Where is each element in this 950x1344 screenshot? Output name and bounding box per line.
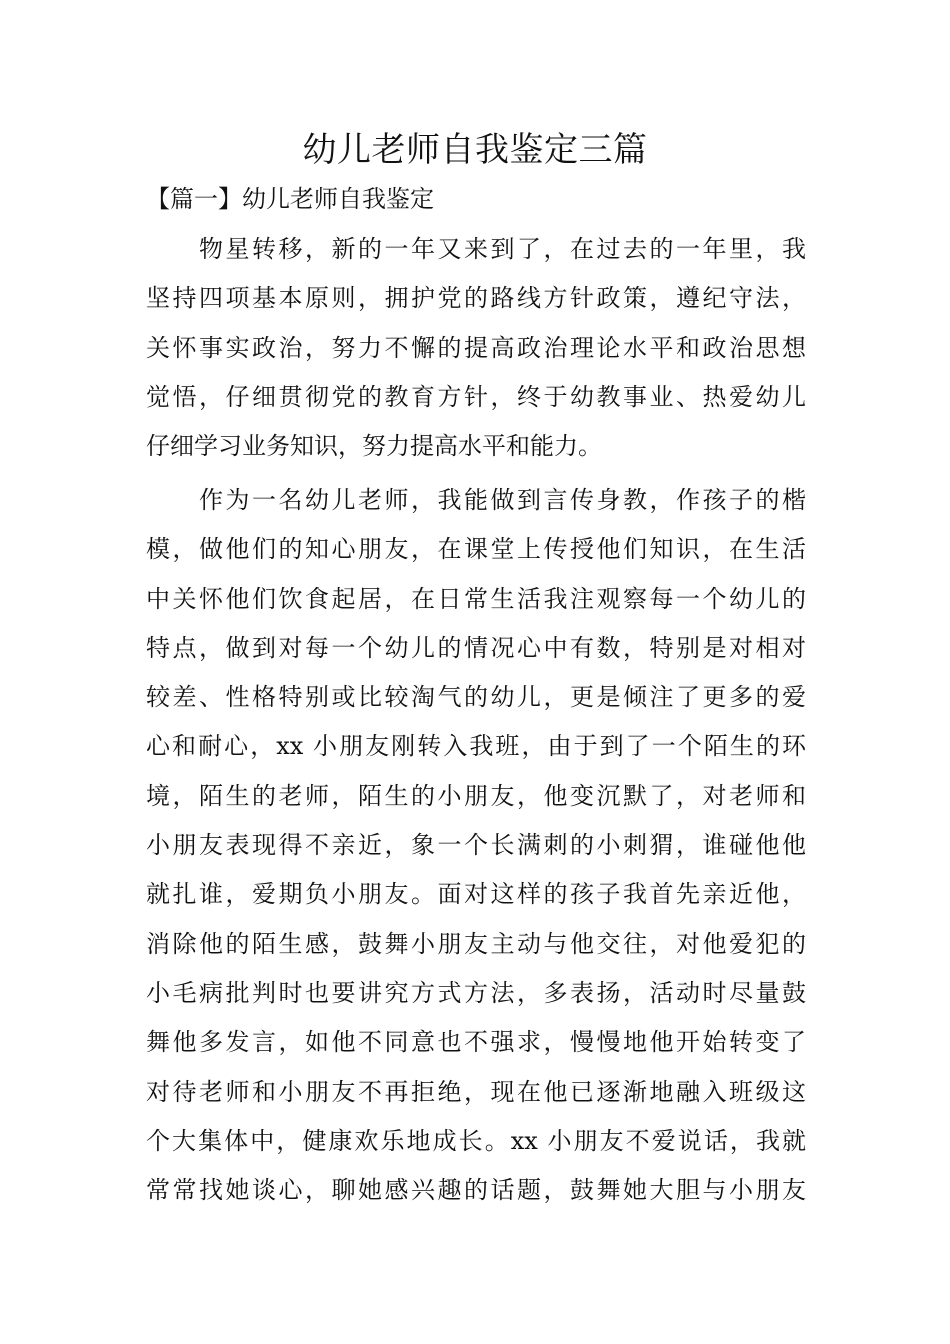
paragraph-2 [146,476,806,1215]
text-line: 作为一名幼儿老师，我能做到言传身教，作孩子的楷 [146,486,806,514]
text-line: 仔细学习业务知识，努力提高水平和能力。 [146,432,602,461]
text-line: 坚持四项基本原则，拥护党的路线方针政策，遵纪守法， [146,284,806,313]
text-line: 中关怀他们饮食起居，在日常生活我注观察每一个幼儿的 [146,584,806,613]
document-title: 幼儿老师自我鉴定三篇 [302,130,648,170]
paragraph-1 [146,225,806,471]
text-line: 觉悟，仔细贯彻党的教育方针，终于幼教事业、热爱幼儿 [146,382,806,411]
text-line: 关怀事实政治，努力不懈的提高政治理论水平和政治思想 [146,333,806,362]
text-line: 境，陌生的老师，陌生的小朋友，他变沉默了，对老师和 [146,781,806,810]
text-line: 心和耐心，xx 小朋友刚转入我班，由于到了一个陌生的环 [146,732,806,761]
text-line: 常常找她谈心，聊她感兴趣的话题，鼓舞她大胆与小朋友 [146,1176,806,1205]
text-line: 就扎谁，爱期负小朋友。面对这样的孩子我首先亲近他， [146,880,806,909]
text-line: 对待老师和小朋友不再拒绝，现在他已逐渐地融入班级这 [146,1077,806,1106]
text-line: 个大集体中，健康欢乐地成长。xx 小朋友不爱说话，我就 [146,1126,806,1155]
text-line: 小朋友表现得不亲近，象一个长满刺的小刺猬，谁碰他他 [146,831,806,860]
text-line: 舞他多发言，如他不同意也不强求，慢慢地他开始转变了 [146,1028,806,1057]
text-line: 模，做他们的知心朋友，在课堂上传授他们知识，在生活 [146,535,806,564]
text-line: 消除他的陌生感，鼓舞小朋友主动与他交往，对他爱犯的 [146,929,806,958]
text-line: 较差、性格特别或比较淘气的幼儿，更是倾注了更多的爱 [146,683,806,712]
text-line: 物星转移，新的一年又来到了，在过去的一年里，我 [146,235,806,263]
text-line: 特点，做到对每一个幼儿的情况心中有数，特别是对相对 [146,633,806,662]
section-heading: 【篇一】幼儿老师自我鉴定 [146,185,434,213]
text-line: 小毛病批判时也要讲究方式方法，多表扬，活动时尽量鼓 [146,978,806,1007]
